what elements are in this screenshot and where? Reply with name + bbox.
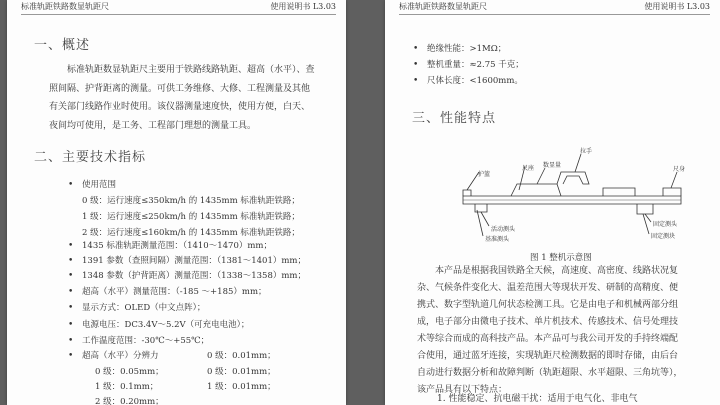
spec-item: • 1391 参数（查照间隔）测量范围：（1381～1401）mm； <box>82 256 306 267</box>
spec-item: • 1435 标准轨距测量范围：（1410～1470）mm； <box>82 241 272 252</box>
page-header <box>21 0 336 15</box>
section-title-features: 三、性能特点 <box>412 111 497 126</box>
body-line: 杂、气候条件变化大、温差范围大等现状开发、研制的高精度、便 <box>417 283 679 293</box>
diagram-label: 尺身 <box>673 166 686 173</box>
display-housing <box>511 184 561 196</box>
resolution-right-value: 0 级：0.01mm； <box>207 367 276 377</box>
overview-line: 有关部门线路作业时使用。该仪器测量速度快，使用方便，白天、 <box>49 102 311 112</box>
spec-item-scope: • 使用范围 <box>82 180 116 191</box>
overview-paragraph <box>49 61 315 135</box>
body-line: 本产品是根据我国铁路全天候，高速度、高密度、线路状况复 <box>435 266 679 276</box>
diagram-label: 尺座 <box>522 165 535 172</box>
body-line: 术等综合而成的高科技产品。本产品可与我公司开发的手持终端配 <box>417 334 679 344</box>
spec-item: • 工作温度范围：-30℃～+55℃； <box>82 336 209 347</box>
resolution-right-value: 1 级：0.01mm； <box>207 382 276 392</box>
right-end-block <box>663 188 681 196</box>
body-line: 成，电子部分由微电子技术、单片机技术、传感技术、信号处理技 <box>417 317 679 327</box>
features-paragraph <box>417 263 683 399</box>
header-title: 标准轨距铁路数显轨距尺 <box>399 2 487 11</box>
lower-head-right <box>637 204 653 214</box>
diagram-label: 基准测头 <box>485 236 510 243</box>
spec-item: • 尺体长度：<1600mm。 <box>427 76 523 87</box>
scope-line: 2 级：运行速度≤160km/h 的 1435mm 标准轨距铁路； <box>82 228 300 238</box>
spec-item: • 显示方式：OLED（中文点阵）； <box>82 303 205 314</box>
handle-arc <box>557 172 589 184</box>
spec-item: • 绝缘性能：>1MΩ； <box>427 44 506 55</box>
diagram-label: 固定测块 <box>651 233 676 240</box>
diagram-label: 活动测头 <box>491 226 516 233</box>
spec-item: • 1348 参数（护背距离）测量范围：（1338～1358）mm； <box>82 271 306 282</box>
figure-caption: 图 1 整机示意图 <box>530 253 592 263</box>
page-header <box>399 0 710 15</box>
spec-item-resolution: • 超高（水平）分辨力 <box>82 351 159 362</box>
header-doc-code: 使用说明书 L3.03 <box>270 2 336 11</box>
document-page-right <box>385 0 720 405</box>
spec-item: • 电源电压：DC3.4V～5.2V（可充电电池）； <box>82 320 249 331</box>
diagram-label: 固定测头 <box>653 221 678 228</box>
feature-item: 1. 性能稳定、抗电磁干扰：适用于电气化、非电气 <box>437 394 638 404</box>
spec-item: • 超高（水平）测量范围：（-185 ～+185）mm； <box>82 287 267 298</box>
body-line: 携式、数字型轨道几何状态检测工具。它是由电子和机械两部分组 <box>417 300 679 310</box>
scope-line: 0 级：运行速度≤350km/h 的 1435mm 标准轨距铁路； <box>82 196 300 206</box>
diagram-label: 护篮 <box>478 171 491 178</box>
overview-line: 照间隔、护背距离的测量。可供工务维修、大修、工程测量及其他 <box>49 83 311 94</box>
scope-line: 1 级：运行速度≤250km/h 的 1435mm 标准轨距铁路； <box>82 212 300 222</box>
document-page-left <box>7 0 346 405</box>
overview-line: 夜间均可使用，是工务、工程部门理想的测量工具。 <box>49 120 257 131</box>
header-doc-code: 使用说明书 L3.03 <box>644 2 710 11</box>
resolution-left-value: 1 级：0.1mm； <box>95 382 159 392</box>
section-title-overview: 一、概述 <box>34 38 91 53</box>
resolution-left-value: 0 级：0.05mm； <box>95 367 164 377</box>
body-line: 合使用，通过蓝牙连接，实现轨距尺检测数据的即时存储，由后台 <box>417 351 679 361</box>
body-line: 该产品具有以下特点： <box>417 385 508 395</box>
section-title-specs: 二、主要技术指标 <box>34 150 147 165</box>
right-block <box>603 188 635 196</box>
overview-line: 标准轨距数显轨距尺主要用于铁路线路轨距、超高（水平）、查 <box>67 65 315 75</box>
header-title: 标准轨距铁路数显轨距尺 <box>21 2 109 11</box>
left-end-block <box>463 190 471 196</box>
diagram-label: 数显量 <box>543 162 562 169</box>
body-line: 自动进行数据分析和故障判断（轨距超限、水平超限、三角坑等）， <box>417 368 683 378</box>
diagram-label: 拉手 <box>580 148 593 155</box>
resolution-left-value: 2 级：0.20mm； <box>95 397 164 405</box>
resolution-right-value: 0 级：0.01mm； <box>207 351 276 361</box>
spec-item: • 整机重量：≈2.75 千克； <box>427 60 524 71</box>
